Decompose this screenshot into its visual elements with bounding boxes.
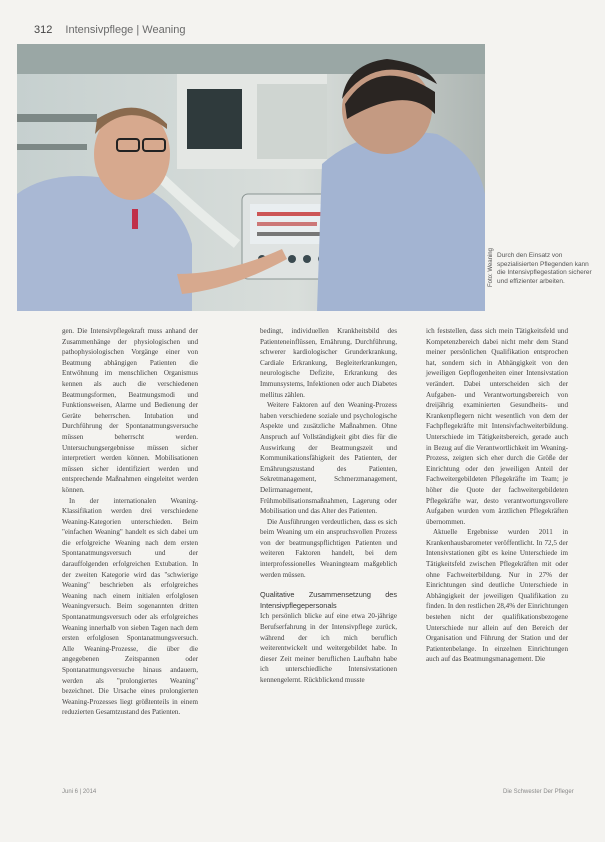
photo-credit: Foto: Weaning — [488, 248, 494, 287]
text-column-3 — [426, 326, 568, 665]
section-subheading: Qualitative Zusammensetzung des Intensivpflegepersonals — [260, 590, 397, 610]
page-number: 312 — [34, 24, 53, 36]
photo-illustration — [17, 44, 485, 311]
text-column-2 — [260, 326, 397, 686]
paragraph: Ich persönlich blicke auf eine etwa 20-jährige Berufserfahrung in der Intensivpflege zurück, während der ich mich beruflich weiterentwickelt und weitergebildet habe. In dieser Zeit meiner beruflichen Laufbahn habe ich unterschiedliche Intensivstationen kennengelernt. Rückblickend musste — [260, 612, 397, 684]
photo-caption: Durch den Einsatz von spezialisierten Pflegenden kann die Intensivpflegestation sicherer und effizienter arbeiten. — [497, 252, 592, 285]
article-photo — [17, 44, 485, 311]
paragraph: Die Ausführungen verdeutlichen, dass es sich beim Weaning um ein anspruchsvollen Prozess von der beatmungspflichtigen Patienten und weiteren Faktoren handelt, bei dem interprofessionelles Weaningteam maßgeblich werden müssen. — [260, 517, 397, 579]
paragraph: bedingt, individuellen Krankheitsbild des Patienteneinflüssen, Ernährung, Durchführung, schwerer kardiologischer Grunderkrankung, Cardiale Erkrankung, Begleiterkrankungen, neurologische Defizite, Erkrankung des Immunsystems, Infektionen oder auch Diabetes mellitus zählen. — [260, 327, 397, 399]
paragraph: Aktuelle Ergebnisse wurden 2011 in Krankenhausbarometer veröffentlicht. In 72,5 der Intensivstationen gibt es keine Unterschiede im Tätigkeitsfeld zwischen Pflegekräften mit oder ohne Fachweiterbildung. Nur in 27% der Einrichtungen sind deutliche Unterschiede in Abhängigkeit der jeweiligen Qualifikation zu finden. In den restlichen 28,4% der Einrichtungen bestehen nicht der qualifikationsbezogene Unterschiede nur allein auf den Bereich der Organisation und Führung der Station und der Patientenbelange. In einzelnen Einrichtungen auch auf das Beatmungsmanagement. Die — [426, 528, 568, 664]
paragraph: gen. Die Intensivpflegekraft muss anhand der Zusammenhänge der physiologischen und pathophysiologischen Vorgänge einer von Beatmung abhängigen Patienten die Entwöhnung im menschlichen Organismus kennen als auch die verschiedenen Beatmungsformen, Beatmungsmodi und Funktionsweisen, Alarme und Bedienung der Geräte beherrschen. Intubation und Durchführung der Spontanatmungsversuche müssen beherrscht werden. Untersuchungsergebnisse müssen sicher interpretiert werden können. Mobilisationen müssen sicher identifiziert werden und entsprechende Maßnahmen eingeleitet werden können. — [62, 327, 198, 494]
section-title: Intensivpflege | Weaning — [65, 24, 186, 36]
footer-publication: Die Schwester Der Pfleger — [503, 789, 574, 795]
paragraph: In der internationalen Weaning-Klassifikation werden drei verschiedene Weaning-Kategorien unterschieden. Beim "einfachen Weaning" handelt es sich dabei um die erfolgreiche Weaning nach dem ersten Spontanatmungsversuch und der darauffolgenden erfolgreichen Extubation. In der zweiten Kategorie wird das "schwierige Weaning" beschrieben als erfolgreiches Weaning nach einem initialen erfolglosen Weaningversuch. Beim sogenannten dritten Spontanatmungsversuch oder als erfolgreiches Weaning innerhalb von sieben Tagen nach dem ersten erfolglosen Spontanatmungsversuch. Alle Weaning-Prozesse, die über die angegebenen Zeitspannen oder Spontanatmungsversuche hinaus andauern, werden als "prolongiertes Weaning" bezeichnet. Die Ursache eines prolongierten Weaning-Prozesses liegt größtenteils in einem reduzierten Gesamtzustand des Patienten. — [62, 496, 198, 717]
paragraph: ich feststellen, dass sich mein Tätigkeitsfeld und Kompetenzbereich dabei nicht mehr dem Stand meiner persönlichen Qualifikation entsprochen hat, sondern sich in Abhängigkeit von den jeweiligen Gepflogenheiten einer Intensivstation verändert. Dabei unterscheiden sich der Aufgaben- und Verantwortungsbereich von dreijährig examinierten Gesundheits- und Krankenpflegern nicht wesentlich von dem der Fachpflegekräfte mit Intensivfachweiterbildung. Unterschiede im Tätigkeitsbereich, gerade auch in Bezug auf die Verantwortlichkeit im Weaning-Prozess, zeigten sich eher durch die Größe der Einrichtung oder den jeweiligen Anteil der Fachweitergebildeten Pflegekräfte im Team; je höher die Quote der fachweitergebildeten Pflegekräfte war, desto verantwortungsvollere Aufgaben wurden vom ärztlichen Pflegekräften übernommen. — [426, 327, 568, 526]
running-header — [34, 24, 186, 36]
paragraph: Weitere Faktoren auf den Weaning-Prozess haben verschiedene soziale und psychologische Aspekte und zusätzliche Maßnahmen. Ohne Anspruch auf Vollständigkeit gibt dies für die Auswirkung der Beatmungszeit und Kommunikationsfähigkeit des Patienten, der Ernährungszustand des Patienten, Sekretmanagement, Schmerzmanagement, Delirmanagement, Frühmobilisationsmaßnahmen, Lagerung oder Mobilisation und das Alter des Patienten. — [260, 401, 397, 516]
text-column-1 — [62, 326, 198, 718]
footer-issue: Juni 6 | 2014 — [62, 789, 97, 795]
